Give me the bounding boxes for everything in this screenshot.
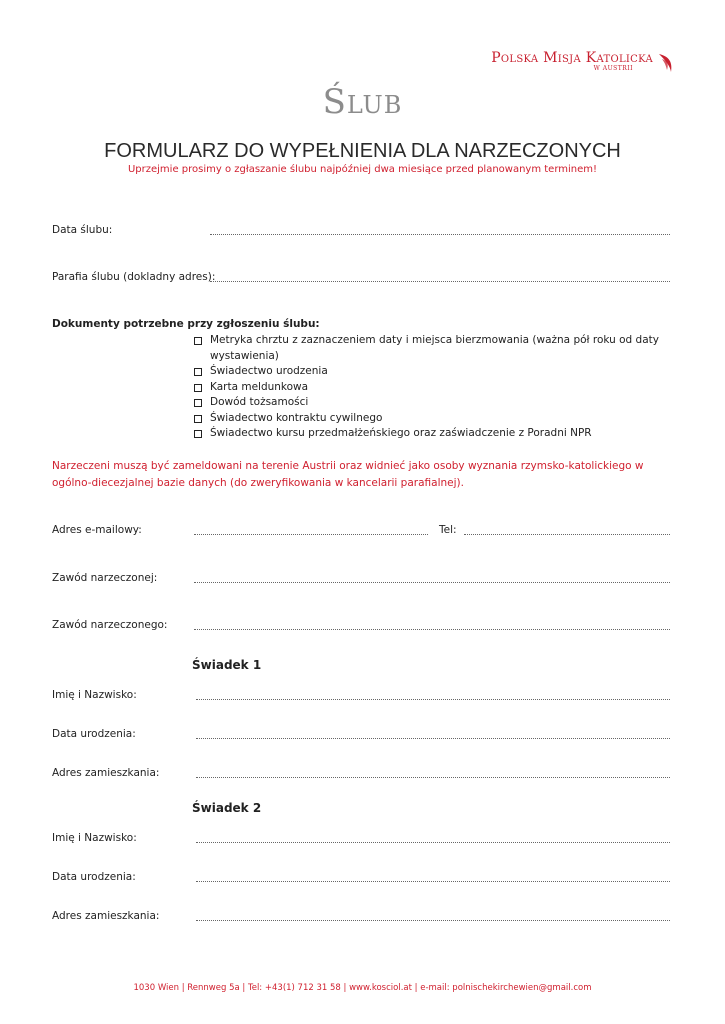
witness2-address-field[interactable] — [196, 920, 670, 921]
list-item: Karta meldunkowa — [192, 380, 672, 396]
flame-icon — [657, 52, 675, 74]
deadline-notice: Uprzejmie prosimy o zgłaszanie ślubu najpóźniej dwa miesiące przed planowanym terminem! — [127, 164, 598, 175]
documents-list — [192, 333, 672, 442]
list-item: Świadectwo kursu przedmałżeńskiego oraz zaświadczenie z Poradni NPR — [192, 426, 672, 442]
tel-field[interactable] — [464, 534, 670, 535]
witness2-heading: Świadek 2 — [192, 801, 262, 815]
groom-job-label: Zawód narzeczonego: — [52, 619, 168, 631]
checkbox[interactable] — [194, 337, 202, 345]
list-item: Świadectwo urodzenia — [192, 364, 672, 380]
logo — [491, 50, 675, 72]
form-subtitle: FORMULARZ DO WYPEŁNIENIA DLA NARZECZONYCH — [104, 140, 621, 162]
witness2-address-label: Adres zamieszkania: — [52, 910, 160, 922]
wedding-date-field[interactable] — [210, 234, 670, 235]
witness1-address-field[interactable] — [196, 777, 670, 778]
list-item: Świadectwo kontraktu cywilnego — [192, 411, 672, 427]
witness1-address-label: Adres zamieszkania: — [52, 767, 160, 779]
bride-job-field[interactable] — [194, 582, 670, 583]
logo-text: Polska Misja Katolicka — [491, 50, 653, 66]
witness1-heading: Świadek 1 — [192, 658, 262, 672]
checkbox[interactable] — [194, 430, 202, 438]
witness2-name-field[interactable] — [196, 842, 670, 843]
registration-notice: Narzeczeni muszą być zameldowani na terenie Austrii oraz widnieć jako osoby wyznania rzymsko-katolickiego w ogólno-diecezjalnej bazie danych (do zweryfikowania w kancelarii parafialnej). — [52, 460, 644, 489]
witness1-name-label: Imię i Nazwisko: — [52, 689, 137, 701]
parish-field[interactable] — [210, 281, 670, 282]
checkbox[interactable] — [194, 368, 202, 376]
witness1-birth-label: Data urodzenia: — [52, 728, 136, 740]
email-field[interactable] — [194, 534, 428, 535]
logo-subtext: W AUSTRII — [593, 65, 633, 72]
page-title: Ślub — [322, 82, 403, 122]
bride-job-label: Zawód narzeczonej: — [52, 572, 158, 584]
footer-contact: 1030 Wien | Rennweg 5a | Tel: +43(1) 712 31 58 | www.kosciol.at | e-mail: polnischekirchewien@gmail.com — [133, 983, 592, 993]
list-item: Dowód tożsamości — [192, 395, 672, 411]
witness2-name-label: Imię i Nazwisko: — [52, 832, 137, 844]
checkbox[interactable] — [194, 399, 202, 407]
wedding-date-label: Data ślubu: — [52, 224, 113, 236]
parish-label: Parafia ślubu (dokladny adres): — [52, 271, 216, 283]
email-label: Adres e-mailowy: — [52, 524, 142, 536]
witness2-birth-label: Data urodzenia: — [52, 871, 136, 883]
witness1-birth-field[interactable] — [196, 738, 670, 739]
checkbox[interactable] — [194, 415, 202, 423]
witness1-name-field[interactable] — [196, 699, 670, 700]
checkbox[interactable] — [194, 384, 202, 392]
documents-title: Dokumenty potrzebne przy zgłoszeniu ślubu: — [52, 318, 320, 330]
groom-job-field[interactable] — [194, 629, 670, 630]
list-item: Metryka chrztu z zaznaczeniem daty i miejsca bierzmowania (ważna pół roku od daty wystawienia) — [192, 333, 672, 364]
tel-label: Tel: — [439, 524, 457, 536]
witness2-birth-field[interactable] — [196, 881, 670, 882]
